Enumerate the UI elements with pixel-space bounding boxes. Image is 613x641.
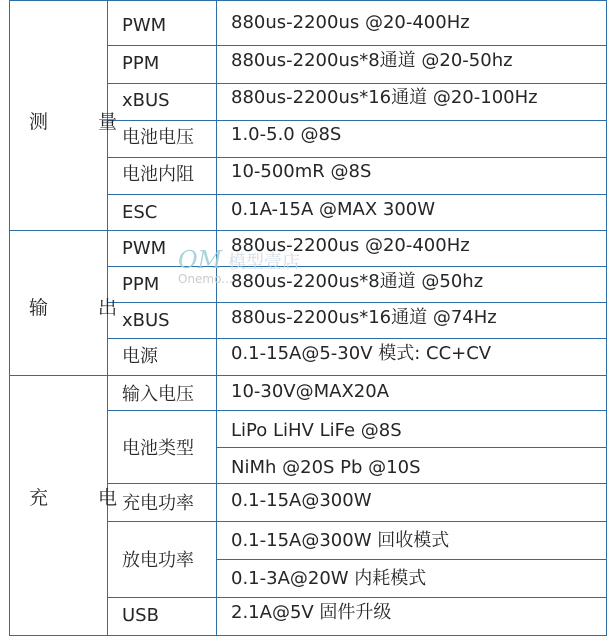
- row-label: USB: [122, 605, 159, 626]
- row-separator: [107, 45, 607, 46]
- row-value: 10-30V@MAX20A: [231, 381, 390, 402]
- row-value: LiPo LiHV LiFe @8S: [231, 420, 402, 441]
- row-value: 2.1A@5V 固件升级: [231, 602, 392, 623]
- row-value: 0.1-3A@20W 内耗模式: [231, 568, 427, 589]
- category-charge: 充 电: [29, 487, 140, 509]
- row-label: 电池类型: [122, 438, 194, 459]
- row-separator: [107, 521, 607, 522]
- watermark-logo: OM: [178, 246, 223, 274]
- row-label: 充电功率: [122, 493, 194, 514]
- row-separator: [107, 302, 607, 303]
- row-value: 880us-2200us @20-400Hz: [231, 235, 470, 256]
- watermark-sub: Onemo...: [178, 272, 233, 286]
- row-label: PPM: [122, 53, 160, 74]
- column-divider-2: [216, 0, 217, 636]
- spec-table: [9, 0, 607, 636]
- row-separator: [107, 83, 607, 84]
- watermark: [178, 246, 300, 286]
- row-separator: [107, 194, 607, 195]
- row-label: xBUS: [122, 90, 170, 111]
- row-value: 880us-2200us*8通道 @20-50hz: [231, 50, 513, 71]
- row-value: NiMh @20S Pb @10S: [231, 457, 421, 478]
- row-label: 放电功率: [122, 550, 194, 571]
- table-border-bottom: [9, 635, 607, 636]
- group-separator: [9, 375, 607, 376]
- row-value: 0.1-15A@5-30V 模式: CC+CV: [231, 343, 492, 364]
- row-label: ESC: [122, 202, 158, 223]
- row-separator: [107, 483, 607, 484]
- row-separator: [107, 410, 607, 411]
- sub-row-separator: [216, 447, 607, 448]
- row-value: 880us-2200us*16通道 @74Hz: [231, 307, 497, 328]
- watermark-name: 模型壹店: [227, 252, 300, 273]
- row-separator: [107, 338, 607, 339]
- row-value: 0.1-15A@300W: [231, 490, 372, 511]
- row-label: PWM: [122, 15, 167, 36]
- table-border-top: [9, 0, 607, 1]
- row-value: 10-500mR @8S: [231, 161, 372, 182]
- category-output: 输 出: [29, 297, 140, 319]
- row-label: xBUS: [122, 310, 170, 331]
- row-separator: [107, 157, 607, 158]
- table-border-left: [9, 0, 10, 636]
- row-label: 电源: [122, 346, 158, 367]
- row-separator: [107, 120, 607, 121]
- row-value: 1.0-5.0 @8S: [231, 124, 342, 145]
- row-label: PWM: [122, 238, 167, 259]
- table-border-right: [606, 0, 607, 636]
- row-separator: [107, 597, 607, 598]
- row-value: 0.1-15A@300W 回收模式: [231, 530, 450, 551]
- row-label: 输入电压: [122, 384, 194, 405]
- row-value: 880us-2200us*16通道 @20-100Hz: [231, 87, 538, 108]
- row-value: 0.1A-15A @MAX 300W: [231, 199, 436, 220]
- category-measure: 测 量: [29, 111, 140, 133]
- sub-row-separator: [216, 559, 607, 560]
- row-value: 880us-2200us @20-400Hz: [231, 12, 470, 33]
- row-label: 电池内阻: [122, 164, 194, 185]
- row-label: PPM: [122, 274, 160, 295]
- row-label: 电池电压: [122, 127, 194, 148]
- row-value: 880us-2200us*8通道 @50hz: [231, 271, 484, 292]
- group-separator: [9, 230, 607, 231]
